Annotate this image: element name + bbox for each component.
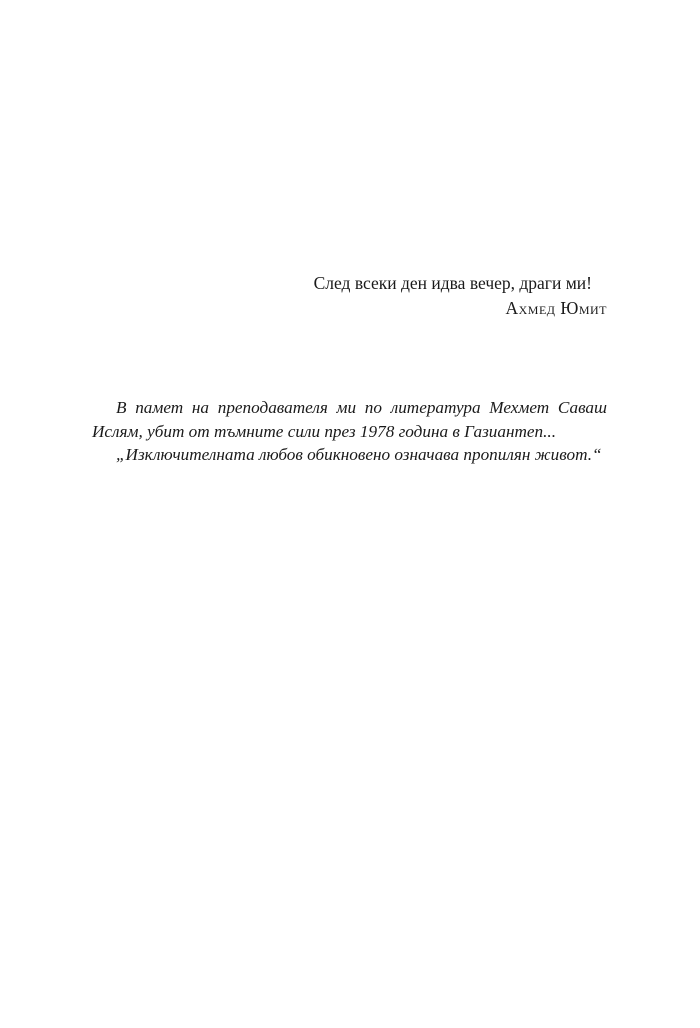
epigraph bbox=[314, 271, 607, 320]
dedication-paragraph-2: „Изключителната любов обикновено означава пропилян живот.“ bbox=[116, 445, 602, 464]
dedication-paragraph-1: В памет на преподавателя ми по литература Мехмет Саваш Ислям, убит от тъмните сили през 1978 година в Газиантеп... bbox=[92, 398, 607, 441]
epigraph-author: Ахмед Юмит bbox=[505, 298, 607, 318]
epigraph-quote: След всеки ден идва вечер, драги ми! bbox=[313, 273, 592, 293]
dedication bbox=[92, 396, 607, 467]
